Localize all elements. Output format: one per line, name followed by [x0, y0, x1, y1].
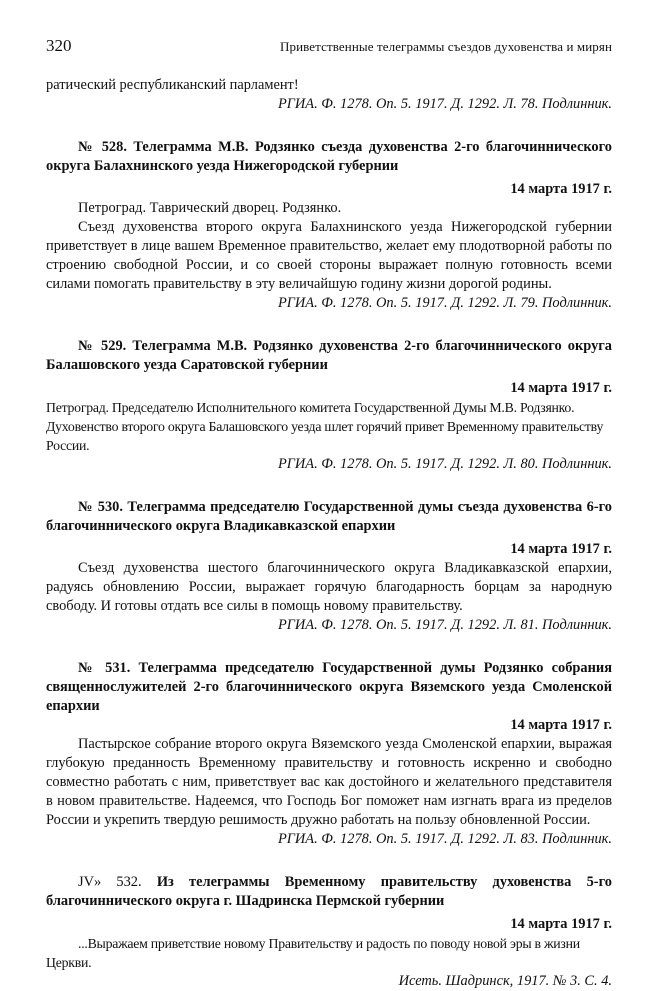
intro-source: РГИА. Ф. 1278. Оп. 5. 1917. Д. 1292. Л. 78. Подлинник. — [277, 96, 612, 112]
document-529-date: 14 марта 1917 г. — [510, 380, 612, 396]
document-529-source: РГИА. Ф. 1278. Оп. 5. 1917. Д. 1292. Л. 80. Подлинник. — [277, 456, 612, 472]
document-532-title-text: Из телеграммы Временному правительству духовенства 5-го благочиннического округа г. Шадринска Пермской губернии — [46, 874, 612, 909]
document-528-address: Петроград. Таврический дворец. Родзянко. — [78, 200, 342, 216]
document-532-source: Исеть. Шадринск, 1917. № 3. С. 4. — [398, 973, 612, 989]
document-532-title — [46, 873, 612, 911]
document-530-body: Съезд духовенства шестого благочиннического округа Владикавказской епархии, радуясь обновлению России, выражает горячую благодарность борцам за народную свободу. И готовы отдать все силы в помощь новому правительству. — [46, 560, 612, 614]
document-532-date: 14 марта 1917 г. — [510, 916, 612, 932]
document-528-source: РГИА. Ф. 1278. Оп. 5. 1917. Д. 1292. Л. 79. Подлинник. — [277, 295, 612, 311]
document-531-source: РГИА. Ф. 1278. Оп. 5. 1917. Д. 1292. Л. 83. Подлинник. — [277, 831, 612, 847]
document-531-body: Пастырское собрание второго округа Вяземского уезда Смоленской епархии, выражая глубокую преданность Временному правительству и готовность искренно и свободно совместно работать с ним, приветствует вас как достойного и желательного представителя в новом правительстве. Надеемся, что Господь Бог поможет нам изгнать врага из пределов России и укрепить твердую решимость дружно работать на пользу обновленной России. — [46, 736, 612, 828]
document-528-date: 14 марта 1917 г. — [510, 181, 612, 197]
document-530-date: 14 марта 1917 г. — [510, 541, 612, 557]
document-532-number: JV» 532. — [78, 874, 142, 890]
document-531-title: № 531. Телеграмма председателю Государственной думы Родзянко собрания священнослужителей 2-го благочиннического округа Вяземского уезда Смоленской епархии — [46, 660, 612, 714]
document-528-title: № 528. Телеграмма М.В. Родзянко съезда духовенства 2-го благочиннического округа Балахнинского уезда Нижегородской губернии — [46, 139, 612, 174]
intro-text: ратический республиканский парламент! — [46, 77, 299, 93]
document-532-body: ...Выражаем приветствие новому Правительству и радость по поводу новой эры в жизни Церкви. — [46, 936, 580, 970]
page-header — [46, 36, 612, 58]
page-content — [46, 76, 612, 991]
document-529-body: Петроград. Председателю Исполнительного комитета Государственной Думы М.В. Родзянко. Духовенство второго округа Балашовского уезда шлет горячий привет Временному правительству России. — [46, 400, 604, 453]
document-529-title: № 529. Телеграмма М.В. Родзянко духовенства 2-го благочиннического округа Балашовского уезда Саратовской губернии — [46, 338, 612, 373]
document-531-date: 14 марта 1917 г. — [510, 717, 612, 733]
running-title: Приветственные телеграммы съездов духовенства и мирян — [279, 39, 612, 54]
document-530-title: № 530. Телеграмма председателю Государственной думы съезда духовенства 6-го благочиннического округа Владикавказской епархии — [46, 499, 612, 534]
document-528-body: Съезд духовенства второго округа Балахнинского уезда Нижегородской губернии приветствует в лице вашем Временное правительство, желает ему плодотворной работы по строению свободной России, и со своей стороны выражает полную готовность всеми силами помогать правительству в эту величайшую годину жизни дорогой родины. — [46, 219, 612, 292]
document-530-source: РГИА. Ф. 1278. Оп. 5. 1917. Д. 1292. Л. 81. Подлинник. — [277, 617, 612, 633]
page-number: 320 — [46, 36, 72, 55]
